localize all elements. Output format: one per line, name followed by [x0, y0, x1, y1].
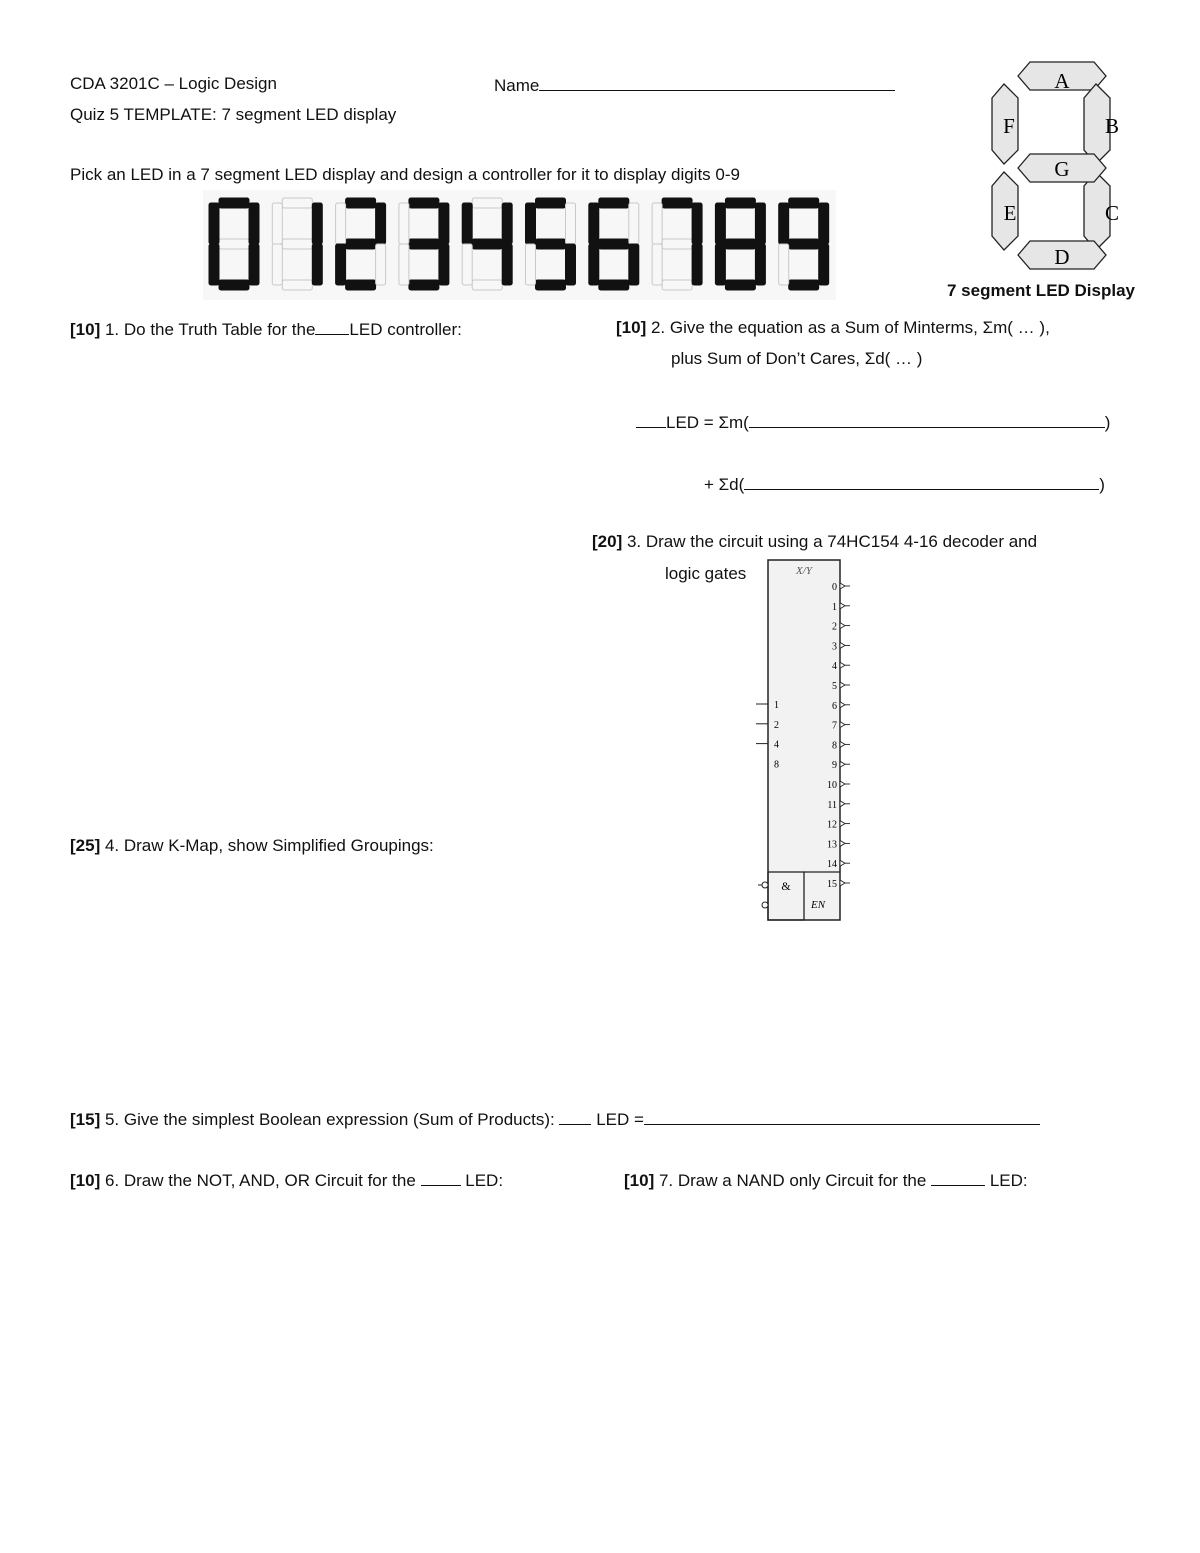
q2-led-blank[interactable]	[636, 411, 666, 428]
q2-text-line1: 2. Give the equation as a Sum of Minterms, Σm( … ),	[650, 318, 1050, 337]
decoder-input-label-1: 1	[774, 700, 779, 711]
q7-points: [10]	[624, 1171, 655, 1190]
decoder-output-bubble-12	[840, 821, 845, 827]
q5-led-label: LED =	[596, 1110, 644, 1129]
q3-text-line2: logic gates	[665, 564, 747, 583]
digit-8-segment-f	[715, 203, 725, 244]
segment-label-g: G	[1054, 157, 1070, 181]
digit-5	[526, 198, 576, 290]
decoder-74hc154-symbol	[752, 558, 862, 928]
digit-5-segment-c	[566, 244, 576, 285]
decoder-output-bubble-15	[840, 880, 845, 886]
digit-8-segment-d	[725, 280, 755, 290]
decoder-title: X/Y	[796, 565, 812, 577]
digit-2-segment-f	[336, 203, 346, 244]
q1-text-a: 1. Do the Truth Table for the	[104, 320, 316, 339]
digit-6-segment-c	[629, 244, 639, 285]
digit-4-segment-a	[472, 198, 502, 208]
digit-6-segment-b	[629, 203, 639, 244]
question-4	[70, 836, 434, 856]
question-3	[592, 532, 1037, 552]
digit-1-segment-g	[282, 239, 312, 249]
name-field[interactable]	[494, 74, 895, 96]
q3-text-line1: 3. Draw the circuit using a 74HC154 4-16 decoder and	[626, 532, 1038, 551]
digit-8-segment-a	[725, 198, 755, 208]
decoder-output-label-7: 7	[832, 720, 837, 732]
digit-1-segment-a	[282, 198, 312, 208]
digit-3-segment-d	[409, 280, 439, 290]
digit-2-segment-d	[346, 280, 376, 290]
enable-2-bubble	[762, 902, 768, 908]
question-1	[70, 318, 462, 340]
q2-equation-minterms	[636, 411, 1110, 433]
decoder-output-bubble-6	[840, 702, 845, 708]
digit-1-segment-b	[312, 203, 322, 244]
decoder-output-label-3: 3	[832, 641, 837, 653]
question-5	[70, 1108, 1040, 1130]
segment-label-c: C	[1104, 201, 1120, 225]
digit-9	[779, 198, 829, 290]
segment-diagram-caption: 7 segment LED Display	[947, 281, 1136, 300]
q1-blank[interactable]	[315, 318, 349, 335]
digit-9-segment-f	[779, 203, 789, 244]
name-label: Name	[494, 76, 540, 95]
digit-3-segment-f	[399, 203, 409, 244]
question-6	[70, 1169, 503, 1191]
decoder-and-label: &	[781, 879, 791, 893]
decoder-output-bubble-9	[840, 761, 845, 767]
digit-2-segment-a	[346, 198, 376, 208]
decoder-output-label-1: 1	[832, 601, 837, 613]
digit-7-segment-g	[662, 239, 692, 249]
digit-4-segment-e	[462, 244, 472, 285]
q5-expression-blank[interactable]	[644, 1108, 1040, 1125]
decoder-output-label-15: 15	[827, 879, 837, 890]
decoder-output-label-0: 0	[832, 582, 837, 593]
decoder-output-bubble-14	[840, 860, 845, 866]
digit-8-segment-c	[755, 244, 765, 285]
q5-points: [15]	[70, 1110, 101, 1129]
q2-eq1-prefix: LED = Σm(	[666, 413, 749, 432]
decoder-input-label-8: 8	[774, 759, 779, 771]
digit-8	[715, 198, 765, 290]
quiz-title: Quiz 5 TEMPLATE: 7 segment LED display	[70, 105, 397, 124]
digit-4-segment-g	[472, 239, 502, 249]
digit-3-segment-g	[409, 239, 439, 249]
digit-0-segment-e	[209, 244, 219, 285]
decoder-output-bubble-1	[840, 603, 845, 609]
digit-5-segment-g	[536, 239, 566, 249]
seven-segment-diagram	[988, 58, 1136, 276]
digit-7-segment-c	[692, 244, 702, 285]
decoder-output-bubble-4	[840, 662, 845, 668]
digit-5-segment-b	[566, 203, 576, 244]
decoder-input-label-4: 4	[774, 739, 779, 751]
course-title: CDA 3201C – Logic Design	[70, 74, 277, 93]
digit-2-segment-b	[376, 203, 386, 244]
q2-eq2-suffix: )	[1099, 475, 1105, 494]
decoder-output-bubble-13	[840, 840, 845, 846]
q6-text-a: 6. Draw the NOT, AND, OR Circuit for the	[104, 1171, 416, 1190]
decoder-output-label-14: 14	[827, 859, 837, 871]
seven-segment-digits-image	[203, 190, 836, 300]
q7-text-b: LED:	[989, 1171, 1028, 1190]
q4-points: [25]	[70, 836, 101, 855]
decoder-output-label-12: 12	[827, 819, 837, 831]
q5-text: 5. Give the simplest Boolean expression (Sum of Products):	[104, 1110, 555, 1129]
segment-label-d: D	[1054, 245, 1070, 269]
enable-1-bubble	[762, 882, 768, 888]
digit-9-segment-c	[819, 244, 829, 285]
q1-text-b: LED controller:	[349, 320, 462, 339]
digit-0-segment-d	[219, 280, 249, 290]
decoder-output-bubble-7	[840, 722, 845, 728]
q2-text-line2: plus Sum of Don’t Cares, Σd( … )	[671, 349, 923, 368]
digit-2-segment-c	[376, 244, 386, 285]
q5-led-blank[interactable]	[559, 1108, 591, 1125]
decoder-output-label-13: 13	[827, 839, 837, 851]
digit-6-segment-e	[589, 244, 599, 285]
digit-4-segment-b	[502, 203, 512, 244]
digit-9-segment-b	[819, 203, 829, 244]
digit-7-segment-b	[692, 203, 702, 244]
decoder-output-label-5: 5	[832, 681, 837, 692]
digit-1-segment-f	[272, 203, 282, 244]
digit-5-segment-d	[536, 280, 566, 290]
digit-6-segment-d	[599, 280, 629, 290]
digit-1-segment-c	[312, 244, 322, 285]
intro-text: Pick an LED in a 7 segment LED display and design a controller for it to display digits 0-9	[70, 165, 740, 184]
digit-0-segment-f	[209, 203, 219, 244]
segment-label-f: F	[1003, 114, 1015, 138]
digit-8-segment-e	[715, 244, 725, 285]
q4-text: 4. Draw K-Map, show Simplified Groupings:	[104, 836, 434, 855]
digit-7-segment-d	[662, 280, 692, 290]
digit-3-segment-c	[439, 244, 449, 285]
digit-7-segment-a	[662, 198, 692, 208]
q2-eq1-suffix: )	[1104, 413, 1111, 432]
digit-0-segment-g	[219, 239, 249, 249]
question-2	[616, 318, 1050, 338]
digit-0-segment-c	[249, 244, 259, 285]
digit-4-segment-d	[472, 280, 502, 290]
digit-1-segment-d	[282, 280, 312, 290]
decoder-output-label-11: 11	[827, 799, 837, 811]
digit-3	[399, 198, 449, 290]
decoder-input-label-2: 2	[774, 719, 779, 731]
q2-eq2-prefix: + Σd(	[704, 475, 745, 494]
decoder-output-label-8: 8	[832, 740, 837, 752]
digit-9-segment-a	[789, 198, 819, 208]
digit-3-segment-b	[439, 203, 449, 244]
digit-0-segment-a	[219, 198, 249, 208]
q2-points: [10]	[616, 318, 647, 337]
digit-0	[209, 198, 259, 290]
digit-5-segment-f	[526, 203, 536, 244]
decoder-output-bubble-10	[840, 781, 845, 787]
decoder-output-bubble-2	[840, 623, 845, 629]
decoder-output-label-9: 9	[832, 760, 837, 772]
digit-6-segment-f	[589, 203, 599, 244]
q6-points: [10]	[70, 1171, 101, 1190]
digit-9-segment-e	[779, 244, 789, 285]
digit-7	[652, 198, 702, 290]
decoder-output-bubble-3	[840, 642, 845, 648]
decoder-output-label-10: 10	[827, 780, 837, 791]
name-blank[interactable]	[539, 74, 895, 91]
digit-0-segment-b	[249, 203, 259, 244]
digit-2-segment-e	[336, 244, 346, 285]
q2-equation-dontcares	[704, 473, 1105, 495]
digit-6	[589, 198, 639, 290]
digit-5-segment-e	[526, 244, 536, 285]
digit-6-segment-a	[599, 198, 629, 208]
decoder-output-bubble-0	[840, 583, 845, 589]
digit-8-segment-g	[725, 239, 755, 249]
digit-4-segment-c	[502, 244, 512, 285]
digit-4-segment-f	[462, 203, 472, 244]
decoder-output-bubble-11	[840, 801, 845, 807]
digit-7-segment-f	[652, 203, 662, 244]
digit-1	[272, 198, 322, 290]
q3-points: [20]	[592, 532, 623, 551]
q2-minterms-blank[interactable]	[749, 411, 1105, 428]
decoder-output-bubble-5	[840, 682, 845, 688]
digit-5-segment-a	[536, 198, 566, 208]
digit-3-segment-a	[409, 198, 439, 208]
digit-2-segment-g	[346, 239, 376, 249]
q1-points: [10]	[70, 320, 101, 339]
segment-label-e: E	[1003, 201, 1017, 225]
digit-1-segment-e	[272, 244, 282, 285]
decoder-output-label-4: 4	[832, 661, 837, 673]
digit-9-segment-g	[789, 239, 819, 249]
digit-7-segment-e	[652, 244, 662, 285]
decoder-output-label-2: 2	[832, 621, 837, 633]
digit-2	[336, 198, 386, 290]
digit-8-segment-b	[755, 203, 765, 244]
decoder-output-label-6: 6	[832, 700, 837, 712]
digit-9-segment-d	[789, 280, 819, 290]
digit-3-segment-e	[399, 244, 409, 285]
segment-label-b: B	[1104, 114, 1120, 138]
q6-text-b: LED:	[465, 1171, 504, 1190]
decoder-en-label: EN	[810, 899, 826, 911]
q7-text-a: 7. Draw a NAND only Circuit for the	[658, 1171, 927, 1190]
q2-dontcares-blank[interactable]	[744, 473, 1099, 490]
q7-blank[interactable]	[931, 1169, 985, 1186]
digit-4	[462, 198, 512, 290]
q6-blank[interactable]	[421, 1169, 461, 1186]
segment-label-a: A	[1054, 69, 1070, 93]
decoder-output-bubble-8	[840, 741, 845, 747]
digit-6-segment-g	[599, 239, 629, 249]
question-7	[624, 1169, 1028, 1191]
